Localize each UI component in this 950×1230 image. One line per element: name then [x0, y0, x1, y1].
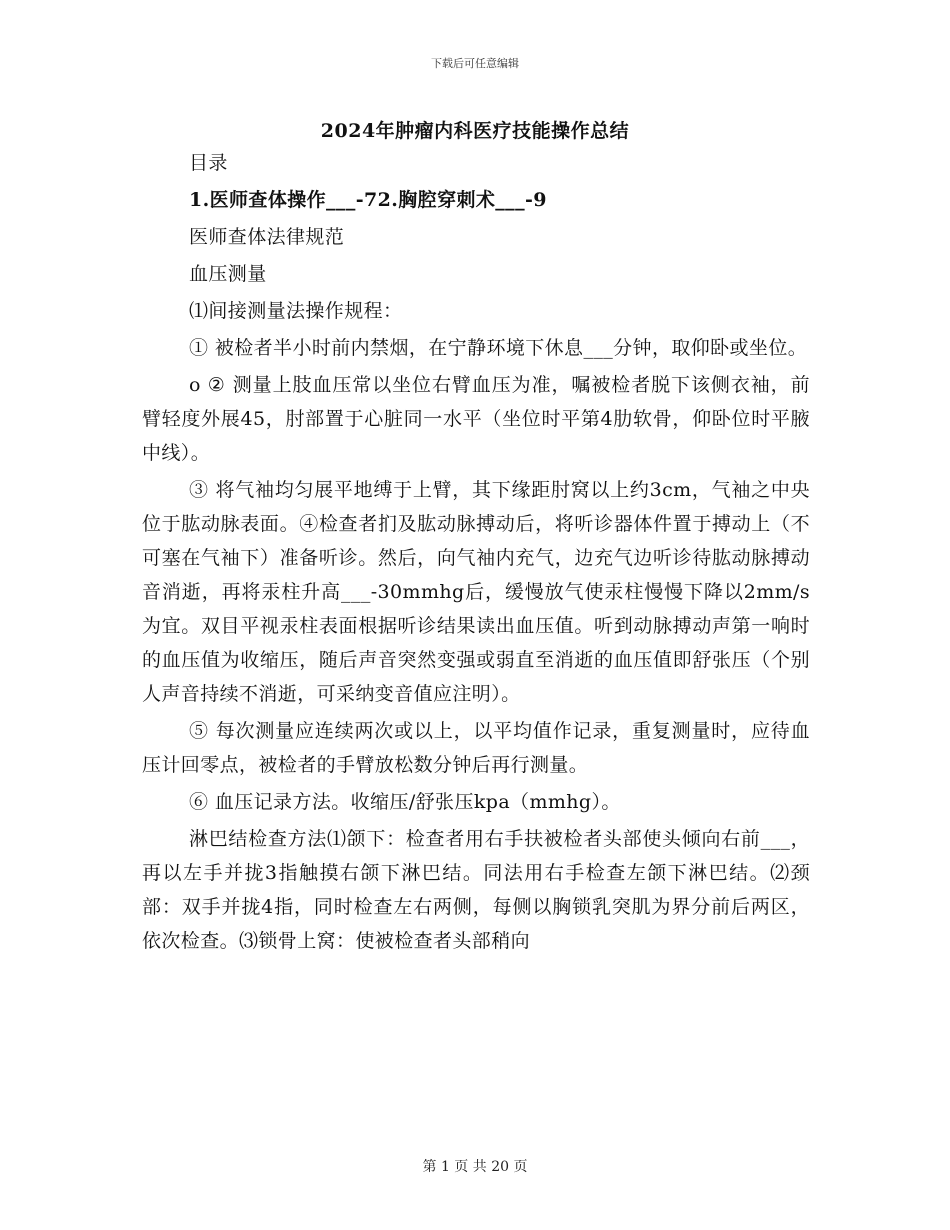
- toc-entries: 1.医师查体操作___-72.胸腔穿刺术___-9: [189, 189, 547, 211]
- header-note: 下载后可任意编辑: [431, 57, 519, 70]
- page-footer: 第 1 页 共 20 页: [422, 1159, 528, 1175]
- toc-heading: 目录: [189, 152, 228, 174]
- document-title: 2024年肿瘤内科医疗技能操作总结: [320, 120, 630, 142]
- section-heading: 医师查体法律规范: [189, 226, 345, 248]
- document-body: [142, 146, 810, 961]
- body-paragraph: ① 被检者半小时前内禁烟，在宁静环境下休息___分钟，取仰卧或坐位。: [189, 337, 808, 359]
- body-paragraph: ③ 将气袖均匀展平地缚于上臂，其下缘距肘窝以上约3cm，气袖之中央位于肱动脉表面。④检查者扪及肱动脉搏动后，将听诊器体件置于搏动上（不可塞在气袖下）准备听诊。然后，向气袖内充气，边充气边听诊待肱动脉搏动音消逝，再将汞柱升高___-30mmhg后，缓慢放气使汞柱慢慢下降以2mm/s为宜。双目平视汞柱表面根据听诊结果读出血压值。听到动脉搏动声第一响时的血压值为收缩压，随后声音突然变强或弱直至消逝的血压值即舒张压（个别人声音持续不消逝，可采纳变音值应注明）。: [142, 479, 810, 705]
- subsection-heading: 血压测量: [189, 263, 267, 285]
- body-paragraph: 淋巴结检查方法⑴颌下：检查者用右手扶被检者头部使头倾向右前___，再以左手并拢3指触摸右颌下淋巴结。同法用右手检查左颌下淋巴结。⑵颈部：双手并拢4指，同时检查左右两侧，每侧以胸锁乳突肌为界分前后两区，依次检查。⑶锁骨上窝：使被检查者头部稍向: [142, 828, 810, 952]
- body-paragraph: ⑥ 血压记录方法。收缩压/舒张压kpa（mmhg）。: [189, 791, 621, 813]
- body-paragraph: o ② 测量上肢血压常以坐位右臂血压为准，嘱被检者脱下该侧衣袖，前臂轻度外展45，肘部置于心脏同一水平（坐位时平第4肋软骨，仰卧位时平腋中线）。: [142, 374, 810, 464]
- procedure-heading: ⑴间接测量法操作规程：: [189, 300, 403, 322]
- body-paragraph: ⑤ 每次测量应连续两次或以上，以平均值作记录，重复测量时，应待血压计回零点，被检者的手臂放松数分钟后再行测量。: [142, 720, 810, 776]
